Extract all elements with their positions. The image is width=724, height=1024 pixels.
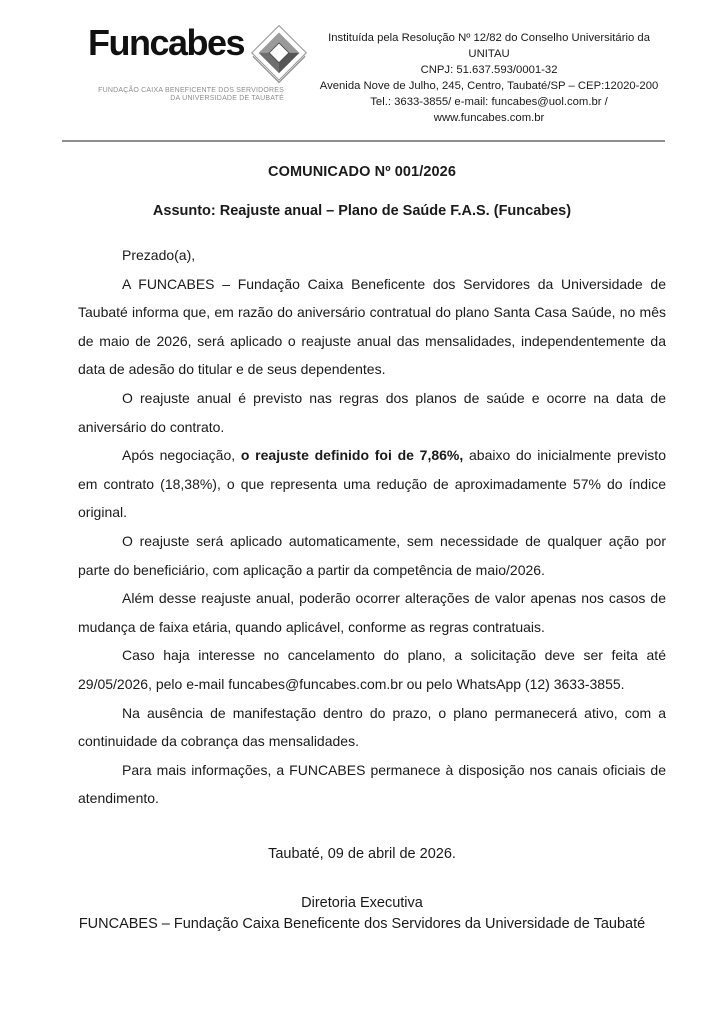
signature-role: Diretoria Executiva [301,894,423,911]
institution-address-line: Avenida Nove de Julho, 245, Centro, Taubaté/SP – CEP:12020-200 [319,80,659,92]
institution-info [314,30,664,126]
paragraph-automatic: O reajuste será aplicado automaticamente, sem necessidade de qualquer ação por parte do beneficiário, com aplicação a partir da competência de maio/2026. [78,532,666,578]
logo-subtitle-line2: DA UNIVERSIDADE DE TAUBATÉ [170,95,284,102]
document-body [78,241,666,813]
signature-block [0,893,724,935]
paragraph-cancellation: Caso haja interesse no cancelamento do plano, a solicitação deve ser feita até 29/05/2026, pelo e-mail funcabes@funcabes.com.br ou pelo WhatsApp (12) 3633-3855. [78,647,666,692]
header-divider [62,140,665,142]
paragraph-age-band: Além desse reajuste anual, poderão ocorrer alterações de valor apenas nos casos de mudança de faixa etária, quando aplicável, conforme as regras contratuais. [78,590,666,635]
paragraph-adjustment-bold: o reajuste definido foi de 7,86%, [240,447,464,464]
paragraph-adjustment-before: Após negociação, [122,447,241,464]
letterhead [0,0,724,126]
paragraph-adjustment [78,441,666,527]
document-title: COMUNICADO Nº 001/2026 [268,164,456,180]
diamond-logo-icon [250,25,308,88]
paragraph-adjustment-after: abaixo do inicialmente previsto em contrato (18,38%), o que representa uma redução de aproximadamente 57% do índice original. [78,447,666,521]
institution-resolution-line: Instituída pela Resolução Nº 12/82 do Conselho Universitário da UNITAU [328,32,650,60]
logo-subtitle [88,87,284,103]
institution-cnpj-line: CNPJ: 51.637.593/0001-32 [420,64,558,76]
document-subject: Assunto: Reajuste anual – Plano de Saúde F.A.S. (Funcabes) [152,203,572,219]
signature-organization: FUNCABES – Fundação Caixa Beneficente dos Servidores da Universidade de Taubaté [78,915,646,932]
date-line: Taubaté, 09 de abril de 2026. [268,845,456,862]
paragraph-no-response: Na ausência de manifestação dentro do prazo, o plano permanecerá ativo, com a continuidade da cobrança das mensalidades. [78,704,666,750]
paragraph-intro: A FUNCABES – Fundação Caixa Beneficente dos Servidores da Universidade de Taubaté informa que, em razão do aniversário contratual do plano Santa Casa Saúde, no mês de maio de 2026, será aplicado o reajuste anual das mensalidades, independentemente da data de adesão do titular e de seus dependentes. [78,275,666,378]
institution-contact-line: Tel.: 3633-3855/ e-mail: funcabes@uol.com.br / www.funcabes.com.br [370,96,608,124]
paragraph-more-info: Para mais informações, a FUNCABES permanece à disposição nos canais oficiais de atendimento. [78,761,666,807]
salutation: Prezado(a), [122,247,196,263]
logo-subtitle-line1: FUNDAÇÃO CAIXA BENEFICENTE DOS SERVIDORES [98,87,284,94]
funcabes-logo [88,22,314,103]
paragraph-rules: O reajuste anual é previsto nas regras dos planos de saúde e ocorre na data de aniversário do contrato. [78,389,666,435]
logo-wordmark: Funcabes [88,22,245,63]
